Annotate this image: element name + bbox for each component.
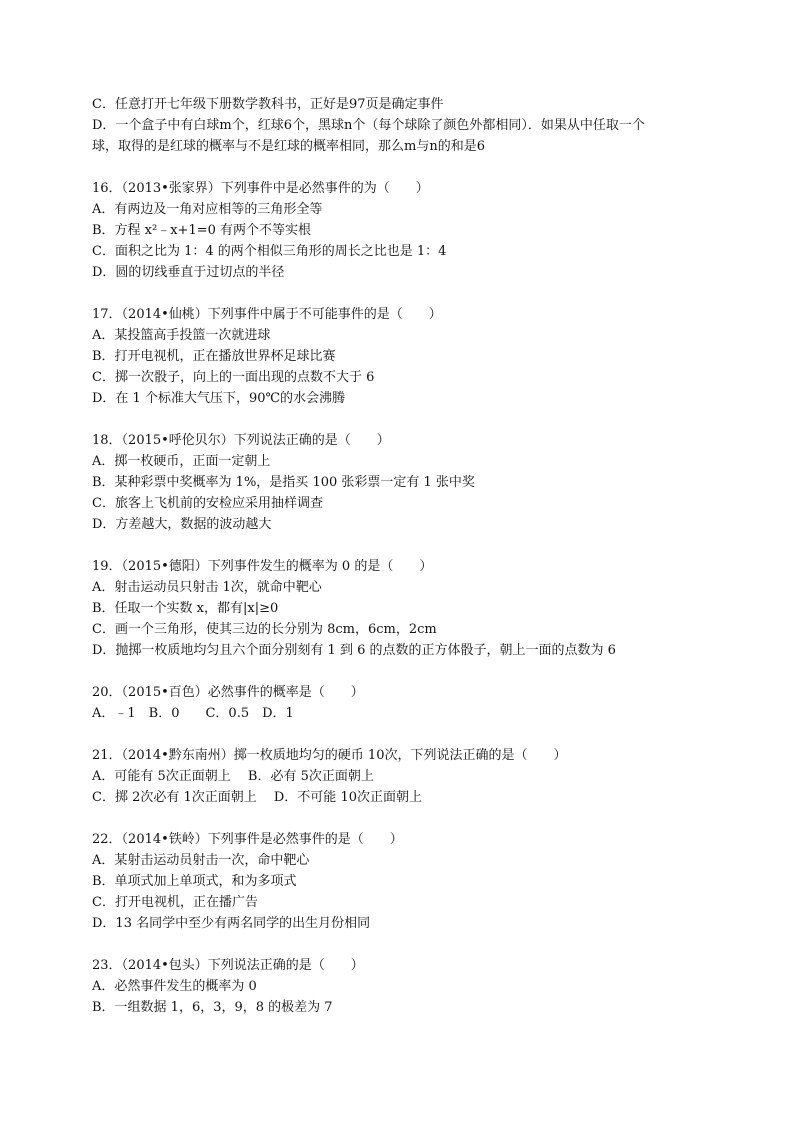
- question-stem: 17．（2014•仙桃）下列事件中属于不可能事件的是（ ）: [92, 307, 442, 322]
- question-stem: 23．（2014•包头）下列说法正确的是（ ）: [92, 958, 364, 973]
- option-d: D．在 1 个标准大气压下，90℃的水会沸腾: [92, 391, 346, 406]
- option-a: A．有两边及一角对应相等的三角形全等: [92, 202, 323, 217]
- question-17: [92, 304, 752, 409]
- question-stem: 16．（2013•张家界）下列事件中是必然事件的为（ ）: [92, 181, 429, 196]
- option-b: B．打开电视机，正在播放世界杯足球比赛: [92, 349, 336, 364]
- question-18: [92, 430, 752, 535]
- q15-option-c: C．任意打开七年级下册数学教科书，正好是97页是确定事件: [92, 97, 444, 112]
- document-page: [92, 94, 752, 1039]
- question-stem: 21．（2014•黔东南州）掷一枚质地均匀的硬币 10次，下列说法正确的是（ ）: [92, 748, 567, 763]
- q15-option-d: D．一个盒子中有白球m个，红球6个，黑球n个（每个球除了颜色外都相同）．如果从中任取一个: [92, 118, 645, 133]
- question-23: [92, 955, 752, 1018]
- q15-option-d-cont: 球，取得的是红球的概率与不是红球的概率相同，那么m与n的和是6: [92, 139, 485, 154]
- question-stem: 22．（2014•铁岭）下列事件是必然事件的是（ ）: [92, 832, 403, 847]
- option-d: D．方差越大，数据的波动越大: [92, 517, 272, 532]
- question-stem: 18．（2015•呼伦贝尔）下列说法正确的是（ ）: [92, 433, 390, 448]
- options-row: A．﹣1 B．0 C．0.5 D．1: [92, 706, 294, 721]
- question-stem: 20．（2015•百色）必然事件的概率是（ ）: [92, 685, 364, 700]
- option-c: C．打开电视机，正在播广告: [92, 895, 258, 910]
- option-b: B．一组数据 1，6，3，9，8 的极差为 7: [92, 1000, 333, 1015]
- option-a: A．射击运动员只射击 1次，就命中靶心: [92, 580, 322, 595]
- option-b: B．某种彩票中奖概率为 1%，是指买 100 张彩票一定有 1 张中奖: [92, 475, 475, 490]
- q15-continued: [92, 94, 752, 157]
- option-c: C．掷一次骰子，向上的一面出现的点数不大于 6: [92, 370, 375, 385]
- option-d: D．圆的切线垂直于过切点的半径: [92, 265, 285, 280]
- question-20: [92, 682, 752, 724]
- question-21: [92, 745, 752, 808]
- question-stem: 19．（2015•德阳）下列事件发生的概率为 0 的是（ ）: [92, 559, 433, 574]
- option-c: C．面积之比为 1：4 的两个相似三角形的周长之比也是 1：4: [92, 244, 447, 259]
- question-22: [92, 829, 752, 934]
- option-c: C．旅客上飞机前的安检应采用抽样调查: [92, 496, 323, 511]
- option-b: B．单项式加上单项式，和为多项式: [92, 874, 297, 889]
- option-b: B．方程 x²﹣x+1=0 有两个不等实根: [92, 223, 312, 238]
- option-a: A．掷一枚硬币，正面一定朝上: [92, 454, 271, 469]
- option-a: A．某射击运动员射击一次，命中靶心: [92, 853, 310, 868]
- option-c: C．画一个三角形，使其三边的长分别为 8cm，6cm，2cm: [92, 622, 437, 637]
- option-d: D．13 名同学中至少有两名同学的出生月份相同: [92, 916, 371, 931]
- option-a: A．必然事件发生的概率为 0: [92, 979, 257, 994]
- option-b: B．任取一个实数 x，都有|x|≥0: [92, 601, 279, 616]
- question-16: [92, 178, 752, 283]
- question-19: [92, 556, 752, 661]
- option-d: D．抛掷一枚质地均匀且六个面分别刻有 1 到 6 的点数的正方体骰子，朝上一面的点数为 6: [92, 643, 616, 658]
- option-a: A．某投篮高手投篮一次就进球: [92, 328, 271, 343]
- options-row-cd: C．掷 2次必有 1次正面朝上 D．不可能 10次正面朝上: [92, 790, 422, 805]
- options-row-ab: A．可能有 5次正面朝上 B．必有 5次正面朝上: [92, 769, 374, 784]
